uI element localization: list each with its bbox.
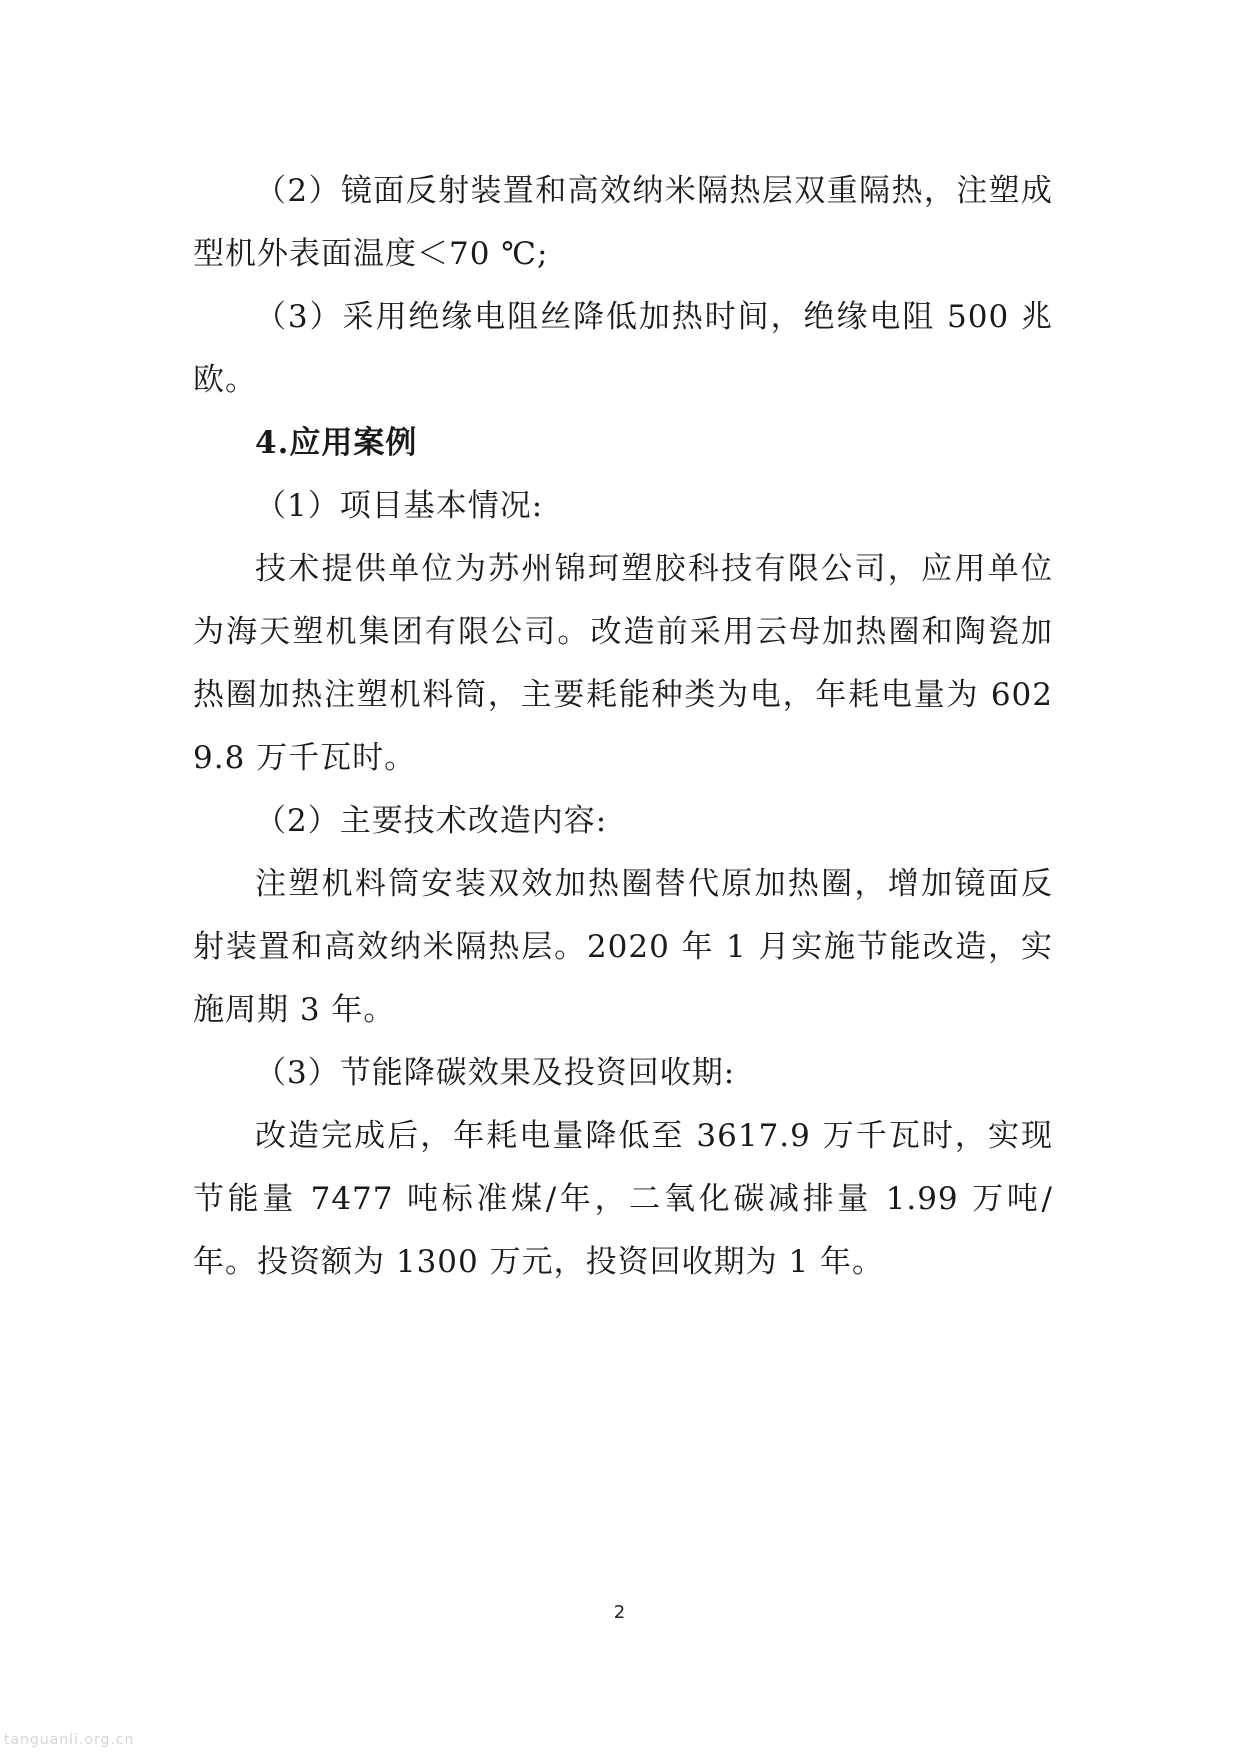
page-number: 2 — [613, 1602, 626, 1623]
subheading-retrofit-content: （2）主要技术改造内容: — [255, 803, 608, 839]
subheading-savings-payback: （3）节能降碳效果及投资回收期: — [255, 1055, 736, 1091]
document-body — [193, 160, 1053, 1294]
subheading-project-basics: （1）项目基本情况: — [255, 488, 544, 524]
paragraph-resistance-wire: （3）采用绝缘电阻丝降低加热时间，绝缘电阻 500 兆欧。 — [193, 299, 1053, 398]
paragraph-retrofit-content: 注塑机料筒安装双效加热圈替代原加热圈，增加镜面反射装置和高效纳米隔热层。2020 年 1 月实施节能改造，实施周期 3 年。 — [193, 866, 1053, 1028]
paragraph-savings-payback: 改造完成后，年耗电量降低至 3617.9 万千瓦时，实现节能量 7477 吨标准煤/年，二氧化碳减排量 1.99 万吨/年。投资额为 1300 万元，投资回收期为 1 年。 — [193, 1118, 1053, 1280]
watermark: tanguanli.org.cn — [4, 1732, 135, 1748]
section-heading-application-case: 4.应用案例 — [255, 425, 418, 461]
paragraph-insulation: （2）镜面反射装置和高效纳米隔热层双重隔热，注塑成型机外表面温度＜70 ℃; — [193, 173, 1053, 272]
paragraph-project-basics: 技术提供单位为苏州锦珂塑胶科技有限公司，应用单位为海天塑机集团有限公司。改造前采用云母加热圈和陶瓷加热圈加热注塑机料筒，主要耗能种类为电，年耗电量为 6029.8 万千瓦时。 — [193, 551, 1053, 776]
